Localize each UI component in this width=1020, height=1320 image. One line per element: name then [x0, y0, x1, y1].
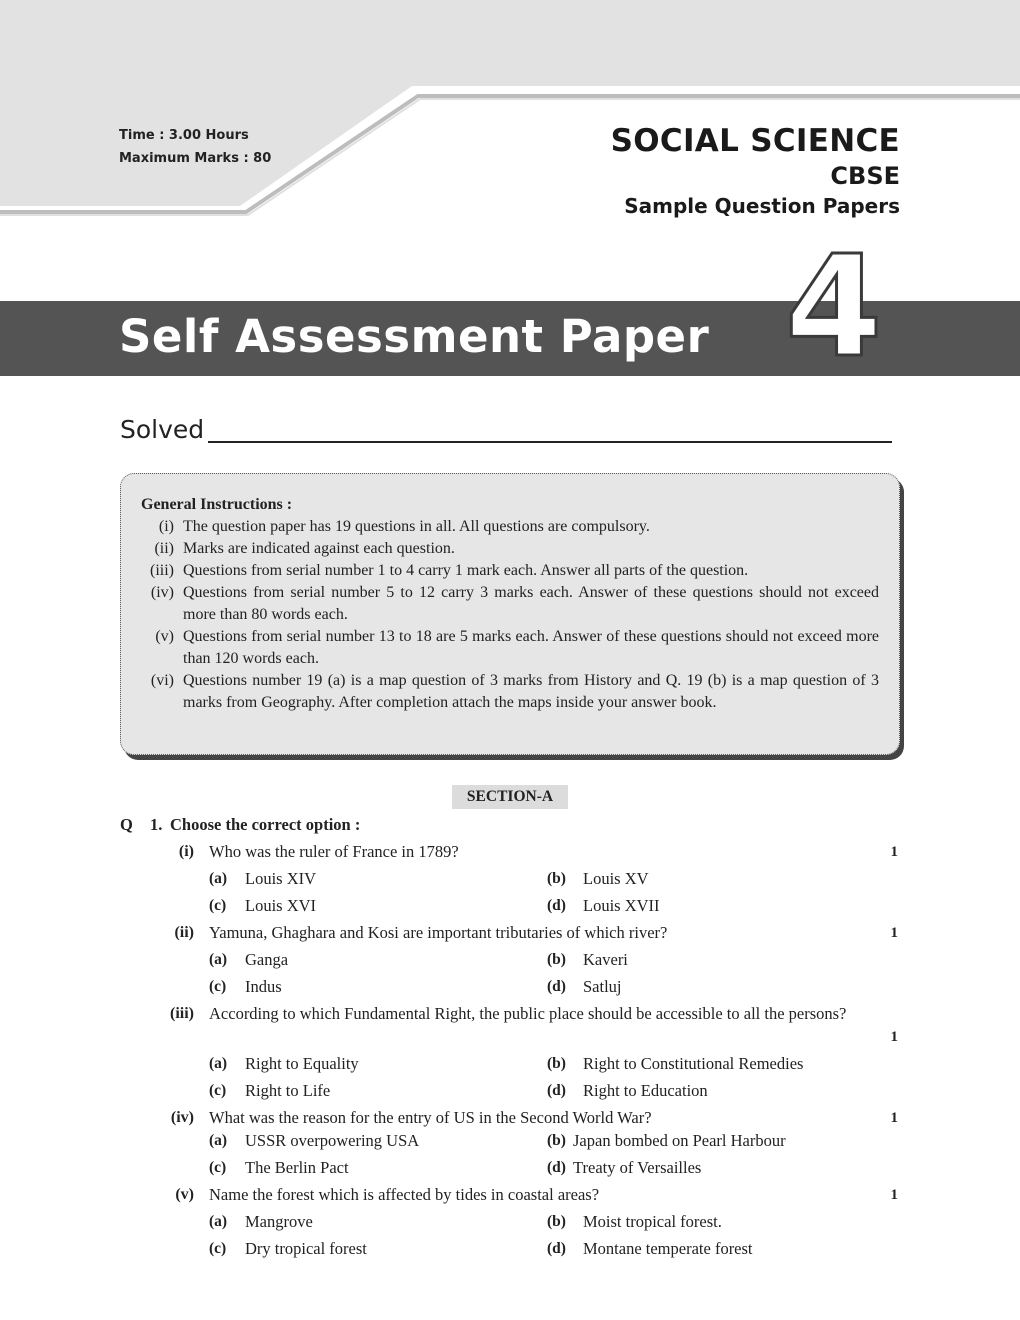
board-label: CBSE: [830, 162, 900, 190]
option-letter: (c): [209, 1082, 227, 1099]
option-text: USSR overpowering USA: [245, 1131, 420, 1150]
part-marks: 1: [890, 925, 898, 941]
option-letter: (d): [547, 978, 566, 995]
instruction-text: The question paper has 19 questions in all. All questions are compulsory.: [183, 518, 650, 535]
part-question-text: Name the forest which is affected by tides in coastal areas?: [209, 1185, 600, 1204]
part-question-text: What was the reason for the entry of US in the Second World War?: [209, 1108, 652, 1127]
instruction-item: [141, 670, 879, 714]
option-letter: (c): [209, 897, 227, 914]
option-text: Ganga: [245, 950, 289, 969]
option-text: Louis XV: [583, 869, 649, 888]
instruction-number: (vi): [150, 672, 174, 689]
paper-title: Self Assessment Paper: [119, 310, 710, 363]
part-question-text: Yamuna, Ghaghara and Kosi are important tributaries of which river?: [209, 923, 668, 942]
option-text: Right to Life: [245, 1081, 331, 1100]
option-letter: (a): [209, 1132, 228, 1149]
option-text: Dry tropical forest: [245, 1239, 367, 1258]
instruction-text: Questions number 19 (a) is a map question of 3 marks from History and Q. 19 (b) is a map question of 3 marks from Geography. After completion attach the maps inside your answer book.: [183, 672, 879, 711]
option-text: Treaty of Versailles: [573, 1158, 702, 1177]
option-letter: (a): [209, 951, 228, 968]
part-number: (i): [178, 843, 194, 860]
instruction-item: [141, 538, 879, 560]
instruction-item: [141, 582, 879, 626]
option-letter: (d): [547, 1240, 566, 1257]
exam-meta: [119, 124, 271, 170]
brand-block: [611, 122, 900, 220]
option-text: Kaveri: [583, 950, 628, 969]
question-prompt: Choose the correct option :: [170, 815, 361, 834]
option-text: Satluj: [583, 977, 622, 996]
part-marks: 1: [890, 844, 898, 860]
general-instructions-box: [120, 473, 900, 755]
solved-label: Solved: [120, 415, 205, 444]
option-text: Indus: [245, 977, 282, 996]
option-text: Moist tropical forest.: [583, 1212, 722, 1231]
solved-underline: [208, 441, 892, 443]
option-text: Louis XIV: [245, 869, 317, 888]
instructions-title: General Instructions :: [141, 496, 293, 513]
option-letter: (b): [547, 951, 566, 968]
instruction-text: Questions from serial number 5 to 12 carry 3 marks each. Answer of these questions should not exceed more than 80 words each.: [183, 584, 879, 623]
instruction-item: [141, 560, 879, 582]
part-number: (iv): [170, 1109, 194, 1126]
subject-title: SOCIAL SCIENCE: [610, 123, 900, 159]
option-letter: (a): [209, 1055, 228, 1072]
option-text: Right to Education: [583, 1081, 708, 1100]
instructions-list: [141, 516, 879, 714]
part-marks: 1: [890, 1110, 898, 1126]
option-letter: (b): [547, 870, 566, 887]
section-heading: SECTION-A: [452, 785, 568, 809]
instruction-text: Marks are indicated against each question.: [183, 540, 455, 557]
option-letter: (c): [209, 1159, 227, 1176]
option-letter: (b): [547, 1213, 566, 1230]
option-letter: (c): [209, 1240, 227, 1257]
option-text: Mangrove: [245, 1212, 313, 1231]
option-letter: (b): [547, 1055, 566, 1072]
option-text: The Berlin Pact: [245, 1158, 349, 1177]
time-label: Time : 3.00 Hours: [119, 128, 249, 143]
instruction-number: (v): [155, 628, 174, 645]
part-question-text: According to which Fundamental Right, the public place should be accessible to all the persons?: [209, 1004, 847, 1023]
option-letter: (d): [547, 1082, 566, 1099]
instruction-item: [141, 516, 879, 538]
part-number: (ii): [174, 924, 194, 941]
option-text: Japan bombed on Pearl Harbour: [573, 1131, 786, 1150]
option-text: Louis XVII: [583, 896, 660, 915]
part-number: (v): [175, 1186, 194, 1203]
option-text: Montane temperate forest: [583, 1239, 753, 1258]
part-question-text: Who was the ruler of France in 1789?: [209, 842, 459, 861]
instruction-item: [141, 626, 879, 670]
series-label: Sample Question Papers: [624, 194, 900, 218]
part-marks: 1: [890, 1029, 898, 1045]
option-text: Louis XVI: [245, 896, 317, 915]
paper-number: 4: [785, 226, 883, 389]
instruction-number: (iv): [150, 584, 174, 601]
option-text: Right to Constitutional Remedies: [583, 1054, 804, 1073]
option-letter: (d): [547, 1159, 566, 1176]
instruction-number: (i): [158, 518, 174, 535]
option-letter: (d): [547, 897, 566, 914]
option-letter: (b): [547, 1132, 566, 1149]
max-marks-label: Maximum Marks : 80: [119, 151, 272, 166]
instruction-number: (ii): [154, 540, 174, 557]
option-letter: (a): [209, 1213, 228, 1230]
instruction-number: (iii): [150, 562, 174, 579]
option-letter: (a): [209, 870, 228, 887]
instruction-text: Questions from serial number 1 to 4 carry 1 mark each. Answer all parts of the question.: [183, 562, 749, 579]
option-text: Right to Equality: [245, 1054, 359, 1073]
part-number: (iii): [170, 1005, 194, 1022]
part-marks: 1: [890, 1187, 898, 1203]
question-label: Q: [120, 815, 133, 834]
question-number: 1.: [150, 815, 163, 834]
instruction-text: Questions from serial number 13 to 18 are 5 marks each. Answer of these questions should not exceed more than 120 words each.: [183, 628, 879, 667]
option-letter: (c): [209, 978, 227, 995]
